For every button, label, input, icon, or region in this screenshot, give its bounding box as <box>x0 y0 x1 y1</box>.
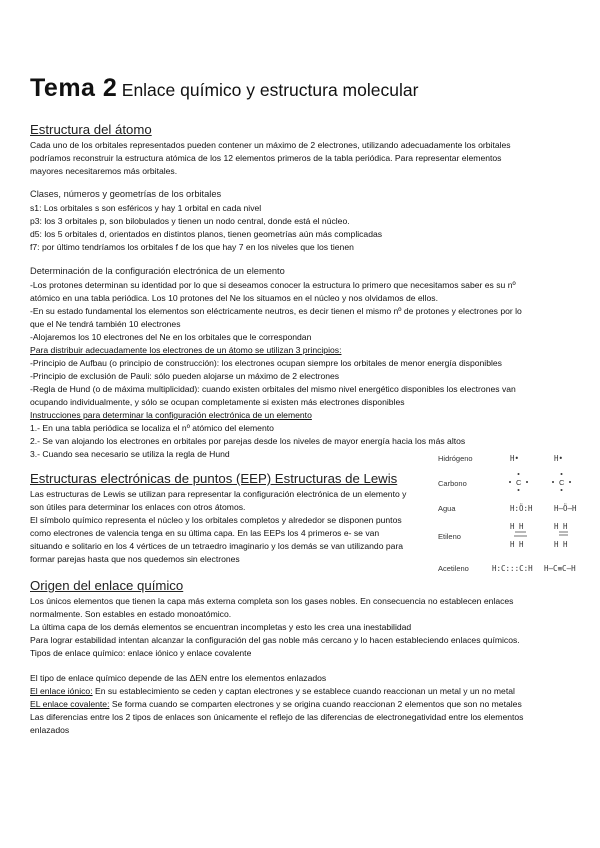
paragraph-line: mayores necesitaremos más orbitales. <box>30 166 178 176</box>
paragraph-line: podríamos reconstruir la estructura atómica de los 12 elementos primeros de la tabla periódica. Para representar elementos <box>30 153 502 163</box>
principle-line: -Principio de Aufbau (o principio de construcción): los electrones ocupan siempre los orbitales de menor energía disponibles <box>30 358 502 368</box>
instructions-title: Instrucciones para determinar la configuración electrónica de un elemento <box>30 410 312 420</box>
ionic-bond-line <box>30 686 515 697</box>
lewis-line: son útiles para determinar los enlaces con otros átomos. <box>30 502 246 512</box>
lewis-formula: H H <box>554 540 568 549</box>
origin-line: Tipos de enlace químico: enlace iónico y enlace covalente <box>30 648 252 658</box>
lewis-formula: H:C:::C:H <box>492 564 533 573</box>
lewis-formula: H• <box>510 454 520 463</box>
lewis-line: formar parejas hasta que nos quedemos sin electrones <box>30 554 240 564</box>
config-line: que el Ne tendrá también 10 electrones <box>30 319 181 329</box>
lewis-label-ethylene: Etileno <box>438 532 461 541</box>
instruction-line: 3.- Cuando sea necesario se utiliza la regla de Hund <box>30 449 230 459</box>
lewis-formula: H• <box>554 454 564 463</box>
origin-line: Los únicos elementos que tienen la capa más externa completa son los gases nobles. En consecuencia no establecen enlaces <box>30 596 514 606</box>
orbital-line: p3: los 3 orbitales p, son bilobulados y tienen un nodo central, donde está el núcleo. <box>30 216 350 226</box>
covalent-bond-label: EL enlace covalente: <box>30 699 110 709</box>
lewis-label-acetylene: Acetileno <box>438 564 469 573</box>
config-line: -Alojaremos los 10 electrones del Ne en los orbitales que le correspondan <box>30 332 312 342</box>
lewis-formula: H–Ö–H <box>554 504 577 513</box>
origin-line: normalmente. Son estables en estado monoatómico. <box>30 609 232 619</box>
config-line: -En su estado fundamental los elementos son eléctricamente neutros, es decir tienen el mismo nº de protones y electrones por lo <box>30 306 522 316</box>
page-title <box>30 74 418 103</box>
lewis-label-hydrogen: Hidrógeno <box>438 454 473 463</box>
lewis-formula: H:Ö:H <box>510 504 533 513</box>
covalent-bond-text: Se forma cuando se comparten electrones y se origina cuando reaccionan 2 elementos que son no metales <box>109 699 522 709</box>
ionic-bond-text: En su establecimiento se ceden y captan electrones y se establece cuando reaccionan un metal y un no metal <box>92 686 515 696</box>
title-subtitle: Enlace químico y estructura molecular <box>121 80 419 100</box>
covalent-bond-line <box>30 699 522 710</box>
paragraph-line: Cada uno de los orbitales representados pueden contener un máximo de 2 electrones, utilizando adecuadamente los orbitales <box>30 140 511 150</box>
svg-text:C: C <box>516 478 522 487</box>
principle-line: -Principio de exclusión de Pauli: sólo pueden alojarse un máximo de 2 electrones <box>30 371 340 381</box>
lewis-formula: H H <box>510 540 524 549</box>
lewis-label-carbon: Carbono <box>438 479 467 488</box>
orbital-line: d5: los 5 orbitales d, orientados en distintos planos, tienen geometrías aún más complicadas <box>30 229 383 239</box>
carbon-dot-diagrams <box>438 452 578 577</box>
instruction-line: 1.- En una tabla periódica se localiza el nº atómico del elemento <box>30 423 274 433</box>
origin-line: El tipo de enlace químico depende de las ΔEN entre los elementos enlazados <box>30 673 327 683</box>
section-heading-lewis: Estructuras electrónicas de puntos (EEP) Estructuras de Lewis <box>30 471 398 486</box>
config-line: atómico en una tabla periódica. Los 10 protones del Ne los situamos en el núcleo y nos olvidamos de ellos. <box>30 293 438 303</box>
lewis-line: El símbolo químico representa el núcleo y los orbitales completos y alrededor se disponen puntos <box>30 515 402 525</box>
orbital-line: s1: Los orbitales s son esféricos y hay 1 orbital en cada nivel <box>30 203 262 213</box>
instruction-line: 2.- Se van alojando los electrones en orbitales por parejas desde los niveles de mayor energía hacia los más altos <box>30 436 466 446</box>
config-title: Determinación de la configuración electrónica de un elemento <box>30 266 285 276</box>
lewis-formula: H H <box>554 522 568 531</box>
principles-title: Para distribuir adecuadamente los electrones de un átomo se utilizan 3 principios: <box>30 345 342 355</box>
principle-line: -Regla de Hund (o de máxima multiplicidad): cuando existen orbitales del mismo nivel energético disponibles los electrones van <box>30 384 516 394</box>
section-heading-origin: Origen del enlace químico <box>30 578 184 593</box>
lewis-line: situando e solitario en los 4 vértices de un tetraedro imaginario y los demás se van utilizando para <box>30 541 404 551</box>
svg-text:C: C <box>559 478 565 487</box>
origin-line: enlazados <box>30 725 70 735</box>
lewis-line: Las estructuras de Lewis se utilizan para representar la configuración electrónica de un elemento y <box>30 489 407 499</box>
lewis-line: como electrones de valencia tenga en su última capa. En las EEPs los 4 primeros e- se van <box>30 528 380 538</box>
orbital-classes-title: Clases, números y geometrías de los orbitales <box>30 189 222 199</box>
orbital-line: f7: por último tendríamos los orbitales f de los que hay 7 en los niveles que los tienen <box>30 242 354 252</box>
principle-line: ocupando individualmente, y sólo se ocupan completamente si existen más electrones disponibles <box>30 397 405 407</box>
origin-line: Las diferencias entre los 2 tipos de enlaces son únicamente el reflejo de las diferencias de electronegatividad entre los elementos <box>30 712 524 722</box>
ionic-bond-label: El enlace iónico: <box>30 686 93 696</box>
lewis-formula: H H <box>510 522 524 531</box>
config-line: -Los protones determinan su identidad por lo que si deseamos conocer la estructura lo primero que necesitamos saber es su nº <box>30 280 516 290</box>
lewis-formula: H–C≡C–H <box>544 564 576 573</box>
origin-line: La última capa de los demás elementos se encuentran incompletas y esto les crea una inestabilidad <box>30 622 412 632</box>
title-number: Tema 2 <box>30 74 118 102</box>
origin-line: Para lograr estabilidad intentan alcanzar la configuración del gas noble más cercano y lo hacen estableciendo enlaces químicos. <box>30 635 520 645</box>
lewis-label-water: Agua <box>438 504 456 513</box>
lewis-structures-figure <box>438 452 578 577</box>
section-heading-atom: Estructura del átomo <box>30 122 152 137</box>
